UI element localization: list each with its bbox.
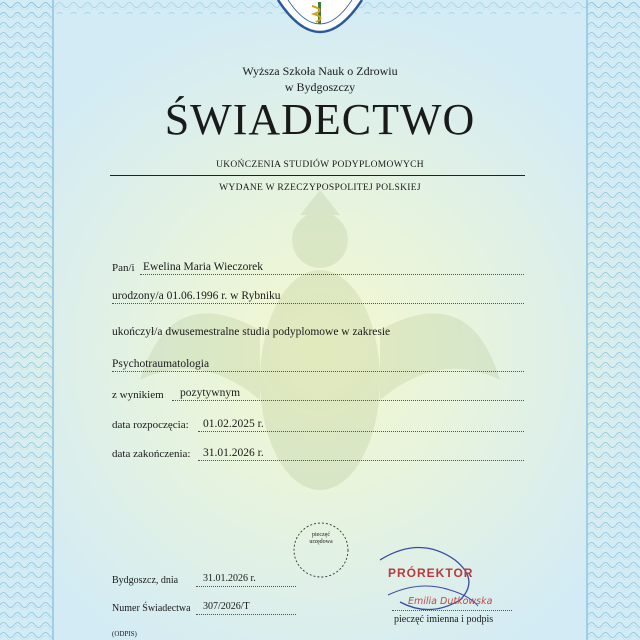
certificate-number-label: Numer Świadectwa: [112, 603, 191, 614]
dotted-line: [196, 586, 296, 587]
field-of-study: Psychotraumatologia: [112, 358, 210, 370]
dotted-line: [112, 371, 524, 372]
title-divider: [110, 175, 525, 176]
dotted-line: [198, 431, 524, 432]
holder-name: Ewelina Maria Wieczorek: [143, 261, 264, 273]
stamp-name: Emilia Dutkowska: [408, 596, 493, 607]
stamp-title: PRÓREKTOR: [388, 566, 474, 580]
copy-mark: (ODPIS): [112, 630, 137, 638]
page-title: ŚWIADECTWO: [164, 95, 476, 144]
seal-note: urzędowa: [309, 539, 333, 545]
dotted-line: [392, 610, 512, 611]
end-date-label: data zakończenia:: [112, 448, 191, 460]
university-city: w Bydgoszczy: [284, 80, 356, 94]
birth-info: urodzony/a 01.06.1996 r. w Rybniku: [112, 290, 281, 302]
seal-note: pieczęć: [312, 532, 330, 538]
official-seal-circle: [291, 520, 351, 580]
start-date-label: data rozpoczęcia:: [112, 419, 189, 431]
dotted-line: [172, 400, 524, 401]
result-value: pozytywnym: [180, 387, 241, 399]
result-label: z wynikiem: [112, 389, 164, 401]
dotted-line: [196, 614, 296, 615]
issued-in: WYDANE W RZECZYPOSPOLITEJ POLSKIEJ: [219, 183, 421, 193]
university-emblem: [272, 0, 368, 36]
dotted-line: [140, 274, 524, 275]
issue-date: 31.01.2026 r.: [203, 573, 256, 584]
dotted-line: [198, 460, 524, 461]
completion-statement: ukończył/a dwusemestralne studia podyplomowe w zakresie: [112, 326, 391, 338]
name-label: Pan/i: [112, 262, 135, 274]
subtitle: UKOŃCZENIA STUDIÓW PODYPLOMOWYCH: [216, 160, 424, 170]
certificate-number: 307/2026/T: [203, 601, 250, 612]
signature-caption: pieczęć imienna i podpis: [394, 614, 494, 625]
dotted-line: [112, 303, 524, 304]
start-date: 01.02.2025 r.: [203, 418, 264, 430]
signature-scribble: [360, 540, 500, 620]
end-date: 31.01.2026 r.: [203, 447, 264, 459]
university-name: Wyższa Szkoła Nauk o Zdrowiu: [242, 64, 398, 78]
place-label: Bydgoszcz, dnia: [112, 575, 179, 586]
